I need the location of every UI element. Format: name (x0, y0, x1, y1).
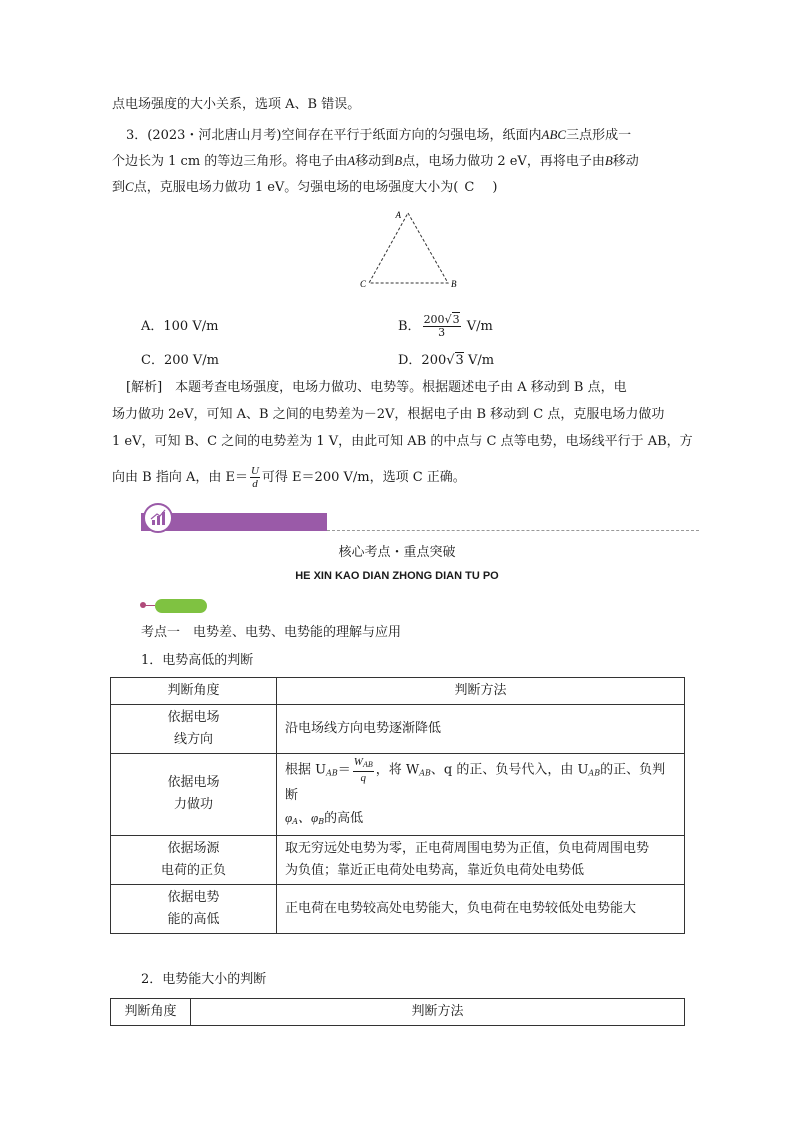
question-text: ) (492, 180, 498, 195)
table-header: 判断方法 (191, 999, 685, 1026)
table-row (111, 835, 685, 884)
question-text: 到 (112, 180, 126, 195)
subheading-2: 2．电势能大小的判断 (141, 972, 267, 987)
table-header-row (111, 999, 685, 1026)
question-text: 点，电场力做功 2 eV，再将电子由 (402, 154, 605, 169)
table-row (111, 884, 685, 933)
option-a: A．100 V/m (141, 319, 219, 334)
section-pinyin: HE XIN KAO DIAN ZHONG DIAN TU PO (295, 570, 499, 582)
divider (327, 530, 699, 531)
option-b-fraction: $\frac{200√3}{3}$ (423, 313, 460, 339)
table-cell-angle: 依据场源 电荷的正负 (111, 835, 277, 884)
question-text: 3．(2023・河北唐山月考)空间存在平行于纸面方向的匀强电场，纸面内 (126, 128, 542, 143)
question-text: 移动到 (355, 154, 395, 169)
table-row (111, 705, 685, 754)
point-label: B (394, 153, 403, 168)
table-header-row (111, 678, 685, 705)
question-text: 点，克服电场力做功 1 eV。匀强电场的电场强度大小为( (133, 180, 459, 195)
option-d: D．200√3 V/m (398, 353, 495, 368)
triangle-figure (355, 205, 465, 295)
analysis-line-3: 1 eV，可知 B、C 之间的电势差为 1 V，由此可知 AB 的中点与 C 点等电势，电场线平行于 AB，方 (112, 434, 693, 449)
table-header: 判断方法 (277, 678, 685, 705)
section-title: 核心考点・重点突破 (338, 545, 456, 560)
point-label: A (347, 153, 356, 168)
analysis-line-4: 向由 B 指向 A，由 E＝ $\frac{U}{d}$ 可得 E＝200 V/m，选项 C 正确。 (112, 465, 466, 490)
chart-badge-icon (143, 503, 173, 533)
analysis-line-1: [解析] 本题考查电场强度，电场力做功、电势等。根据题述电子由 A 移动到 B 点，电 (126, 380, 627, 395)
fraction-u-over-d: $\frac{U}{d}$ (250, 465, 259, 490)
table-header: 判断角度 (111, 999, 191, 1026)
question-line-2 (112, 151, 639, 172)
figure-label-c: C (359, 279, 366, 289)
point-label: B (604, 153, 613, 168)
table-row (111, 754, 685, 836)
question-text: 个边长为 1 cm 的等边三角形。将电子由 (112, 154, 348, 169)
pill-dot (140, 602, 146, 608)
table-cell-angle: 依据电势 能的高低 (111, 884, 277, 933)
table-cell-angle: 依据电场 力做功 (111, 754, 277, 836)
question-text: 三点形成一 (566, 128, 632, 143)
energy-judgment-table (110, 998, 685, 1026)
table-header: 判断角度 (111, 678, 277, 705)
answer-choice: C (464, 180, 475, 195)
option-b-unit: V/m (466, 319, 493, 334)
table-cell-method: 取无穷远处电势为零，正电荷周围电势为正值，负电荷周围电势 为负值；靠近正电荷处电势高，靠近负电荷处电势低 (277, 835, 685, 884)
table-cell-method: 正电荷在电势较高处电势能大，负电荷在电势较低处电势能大 (277, 884, 685, 933)
table-cell-method: 根据 $U_{AB}=$ $\frac{W_{AB}}{q}$ ，将 $W_{AB}$、q 的正、负号代入，由 $U_{AB}$的正、负判断 $\varphi_A$、$\varphi_B$的高低 (277, 754, 685, 836)
option-c: C．200 V/m (141, 353, 219, 368)
question-line-1 (126, 125, 631, 146)
triangle-abc (369, 213, 448, 283)
option-b (398, 310, 493, 344)
question-line-3 (112, 177, 497, 198)
question-text: 移动 (612, 154, 639, 169)
subheading-1: 1．电势高低的判断 (141, 653, 254, 668)
question-abc: ABC (541, 127, 567, 142)
option-b-prefix: B． (398, 319, 421, 334)
topic-pill (155, 599, 207, 613)
figure-label-b: B (451, 279, 457, 289)
intro-text: 点电场强度的大小关系，选项 A、B 错误。 (112, 97, 361, 112)
potential-judgment-table (110, 677, 685, 934)
topic-heading: 考点一 电势差、电势、电势能的理解与应用 (141, 625, 402, 640)
point-label: C (125, 179, 134, 194)
table-cell-angle: 依据电场 线方向 (111, 705, 277, 754)
figure-label-a: A (395, 210, 401, 220)
table-cell-method: 沿电场线方向电势逐渐降低 (277, 705, 685, 754)
analysis-line-2: 场力做功 2eV，可知 A、B 之间的电势差为－2V，根据电子由 B 移动到 C 点，克服电场力做功 (112, 407, 665, 422)
